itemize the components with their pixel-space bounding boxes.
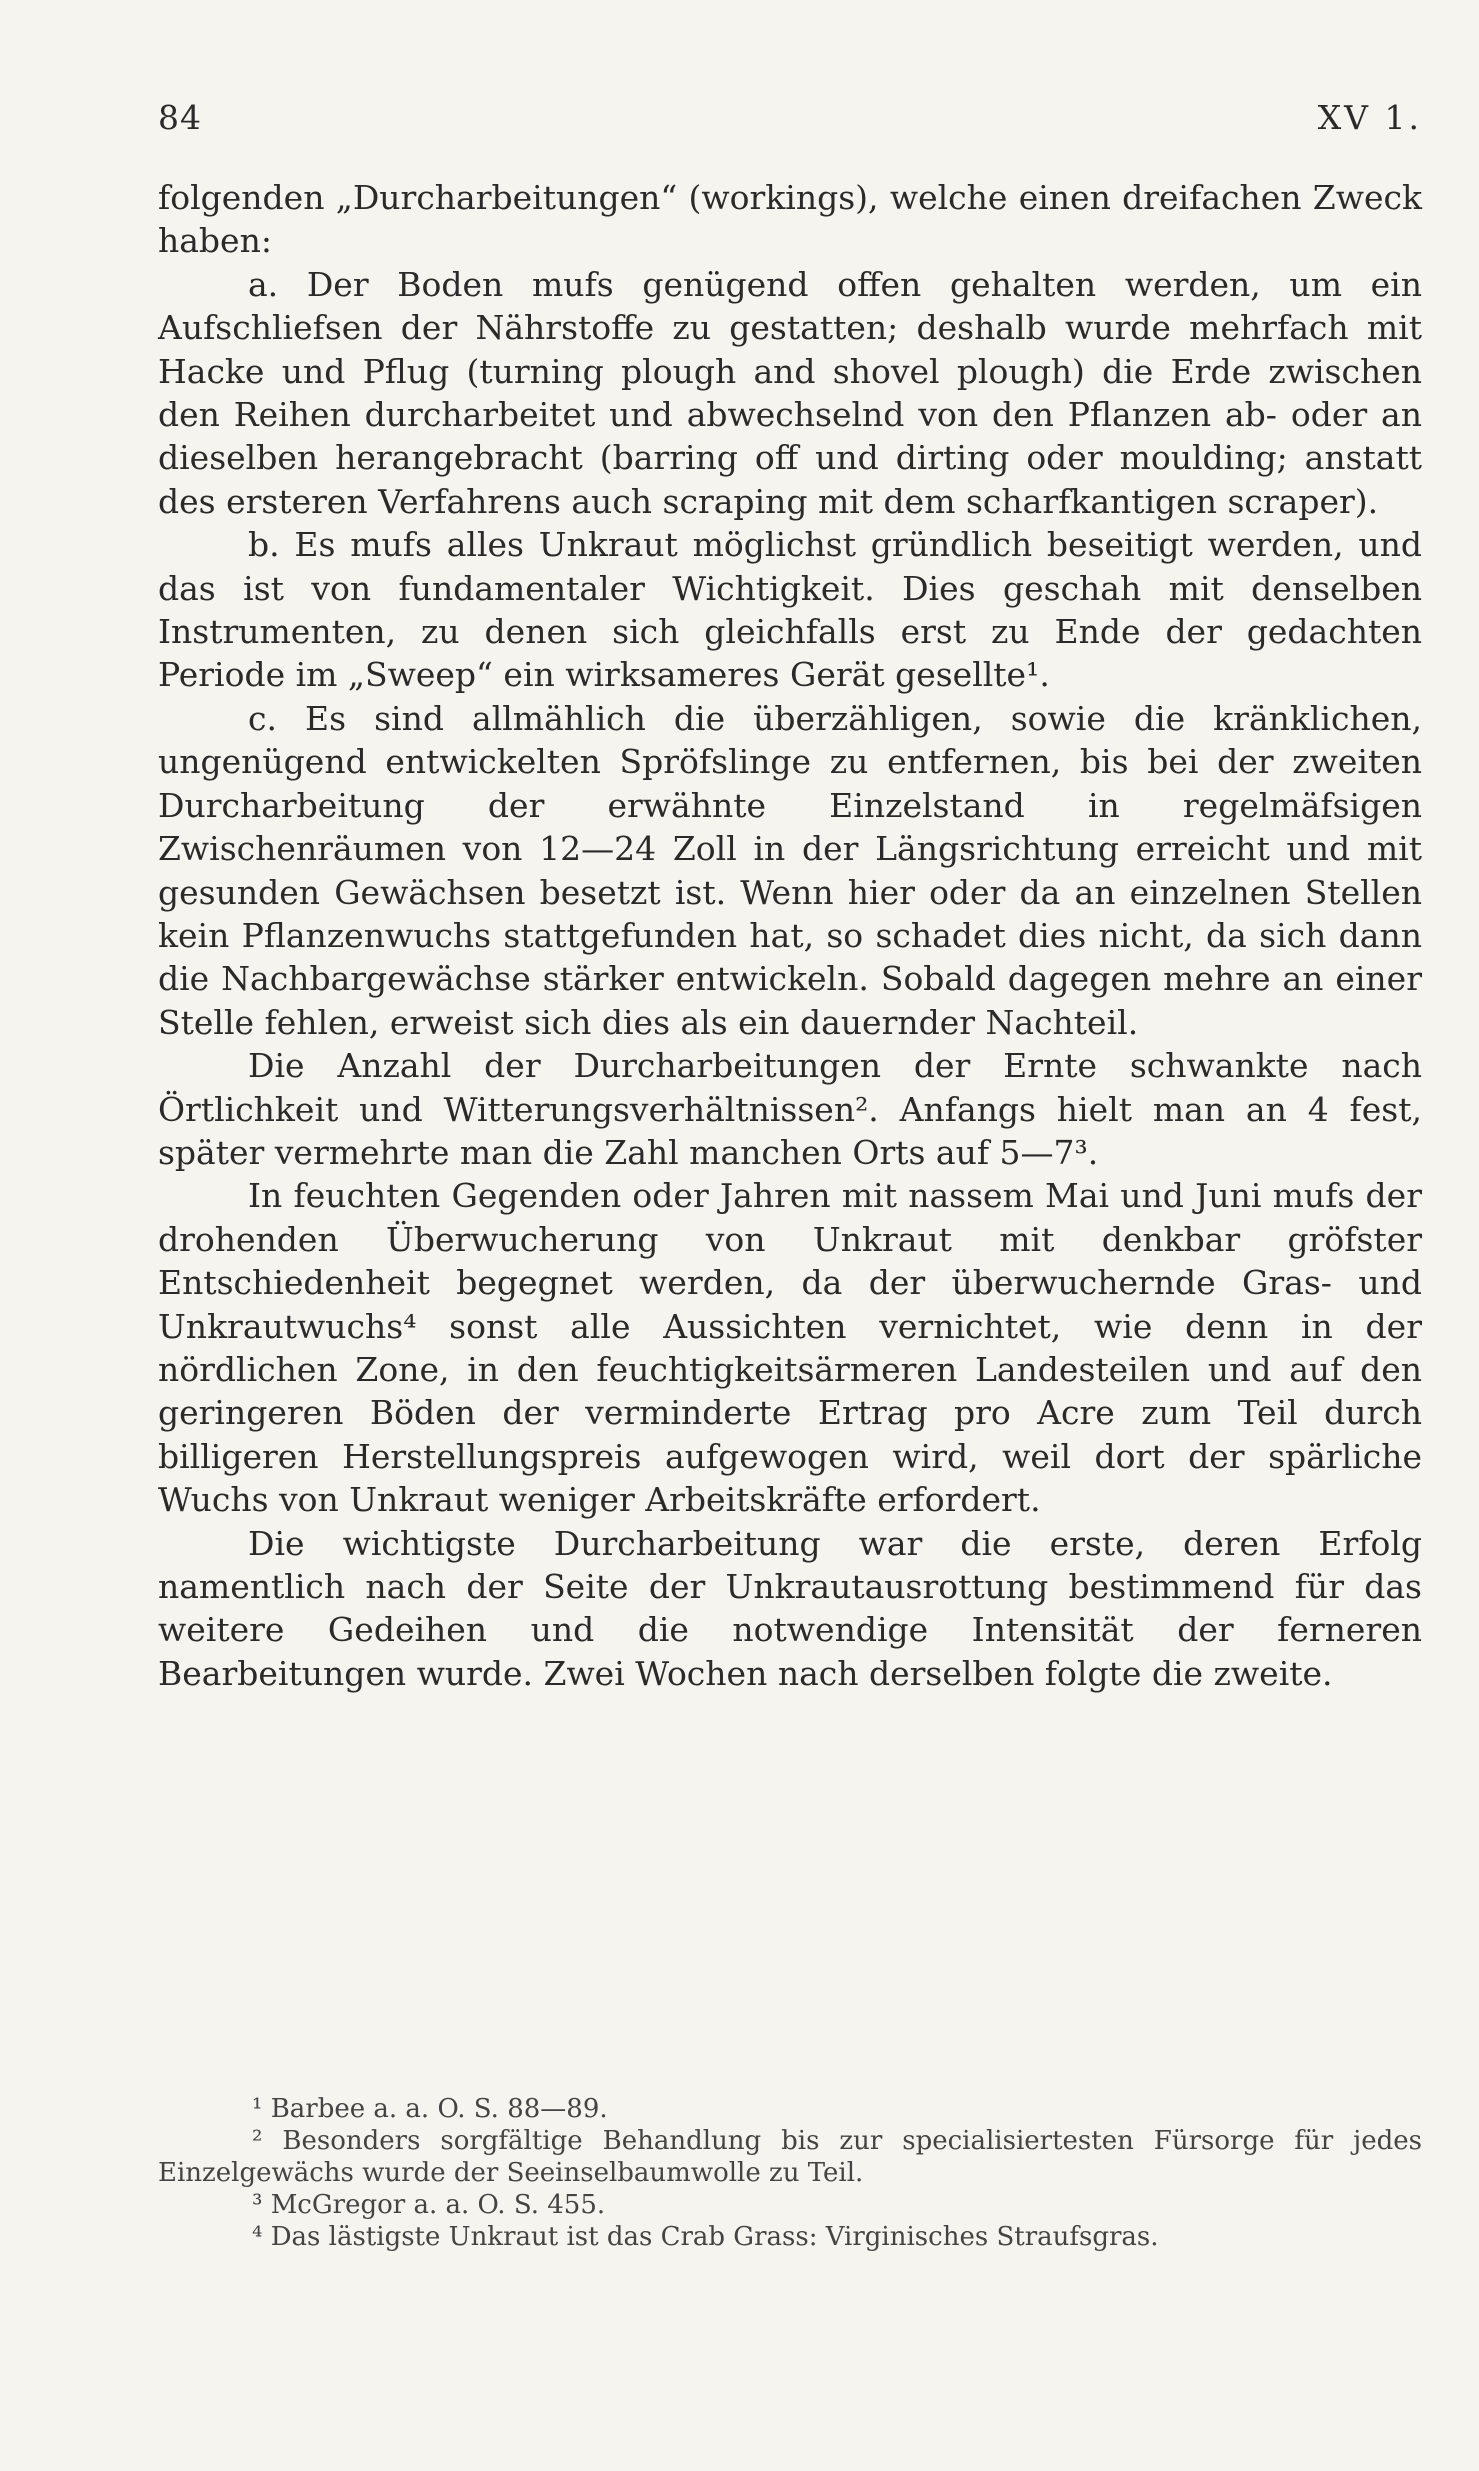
page-header (158, 98, 1422, 140)
paragraph: folgenden „Durcharbeitungen“ (workings), welche einen dreifachen Zweck haben: (158, 178, 1422, 261)
body-text (158, 176, 1422, 1695)
running-head: XV 1. (1317, 98, 1422, 137)
footnote-4: ⁴ Das lästigste Unkraut ist das Crab Grass: Virginisches Straufsgras. (252, 2222, 1159, 2252)
paragraph: Die Anzahl der Durcharbeitungen der Ernte schwankte nach Örtlichkeit und Witterungsverhältnissen². Anfangs hielt man an 4 fest, später vermehrte man die Zahl manchen Orts auf 5—7³. (158, 1046, 1422, 1172)
footnote-3: ³ McGregor a. a. O. S. 455. (252, 2190, 606, 2220)
footnotes (158, 2093, 1422, 2253)
paragraph-item-c: c. Es sind allmählich die überzähligen, sowie die kränklichen, ungenügend entwickelten Spröfslinge zu entfernen, bis bei der zweiten Durcharbeitung der erwähnte Einzelstand in regelmäfsigen Zwischenräumen von 12—24 Zoll in der Längsrichtung erreicht und mit gesunden Gewächsen besetzt ist. Wenn hier oder da an einzelnen Stellen kein Pflanzenwuchs stattgefunden hat, so schadet dies nicht, da sich dann die Nachbargewächse stärker entwickeln. Sobald dagegen mehre an einer Stelle fehlen, erweist sich dies als ein dauernder Nachteil. (158, 698, 1422, 1042)
footnote-2: ² Besonders sorgfältige Behandlung bis zur specialisiertesten Fürsorge für jedes Einzelgewächs wurde der Seeinselbaumwolle zu Teil. (158, 2126, 1422, 2188)
footnote-1: ¹ Barbee a. a. O. S. 88—89. (252, 2094, 608, 2124)
paragraph-item-b: b. Es mufs alles Unkraut möglichst gründlich beseitigt werden, und das ist von fundamentaler Wichtigkeit. Dies geschah mit denselben Instrumenten, zu denen sich gleichfalls erst zu Ende der gedachten Periode im „Sweep“ ein wirksameres Gerät gesellte¹. (158, 525, 1422, 695)
paragraph: In feuchten Gegenden oder Jahren mit nassem Mai und Juni mufs der drohenden Überwucherung von Unkraut mit denkbar gröfster Entschiedenheit begegnet werden, da der überwuchernde Gras- und Unkrautwuchs⁴ sonst alle Aussichten vernichtet, wie denn in der nördlichen Zone, in den feuchtigkeitsärmeren Landesteilen und auf den geringeren Böden der verminderte Ertrag pro Acre zum Teil durch billigeren Herstellungspreis aufgewogen wird, weil dort der spärliche Wuchs von Unkraut weniger Arbeitskräfte erfordert. (158, 1176, 1422, 1520)
paragraph: Die wichtigste Durcharbeitung war die erste, deren Erfolg namentlich nach der Seite der Unkrautausrottung bestimmend für das weitere Gedeihen und die notwendige Intensität der ferneren Bearbeitungen wurde. Zwei Wochen nach derselben folgte die zweite. (158, 1523, 1422, 1693)
page-number: 84 (158, 98, 202, 137)
paragraph-item-a: a. Der Boden mufs genügend offen gehalten werden, um ein Aufschliefsen der Nährstoffe zu gestatten; deshalb wurde mehrfach mit Hacke und Pflug (turning plough and shovel plough) die Erde zwischen den Reihen durcharbeitet und abwechselnd von den Pflanzen ab- oder an dieselben herangebracht (barring off und dirting oder moulding; anstatt des ersteren Verfahrens auch scraping mit dem scharfkantigen scraper). (158, 264, 1422, 521)
